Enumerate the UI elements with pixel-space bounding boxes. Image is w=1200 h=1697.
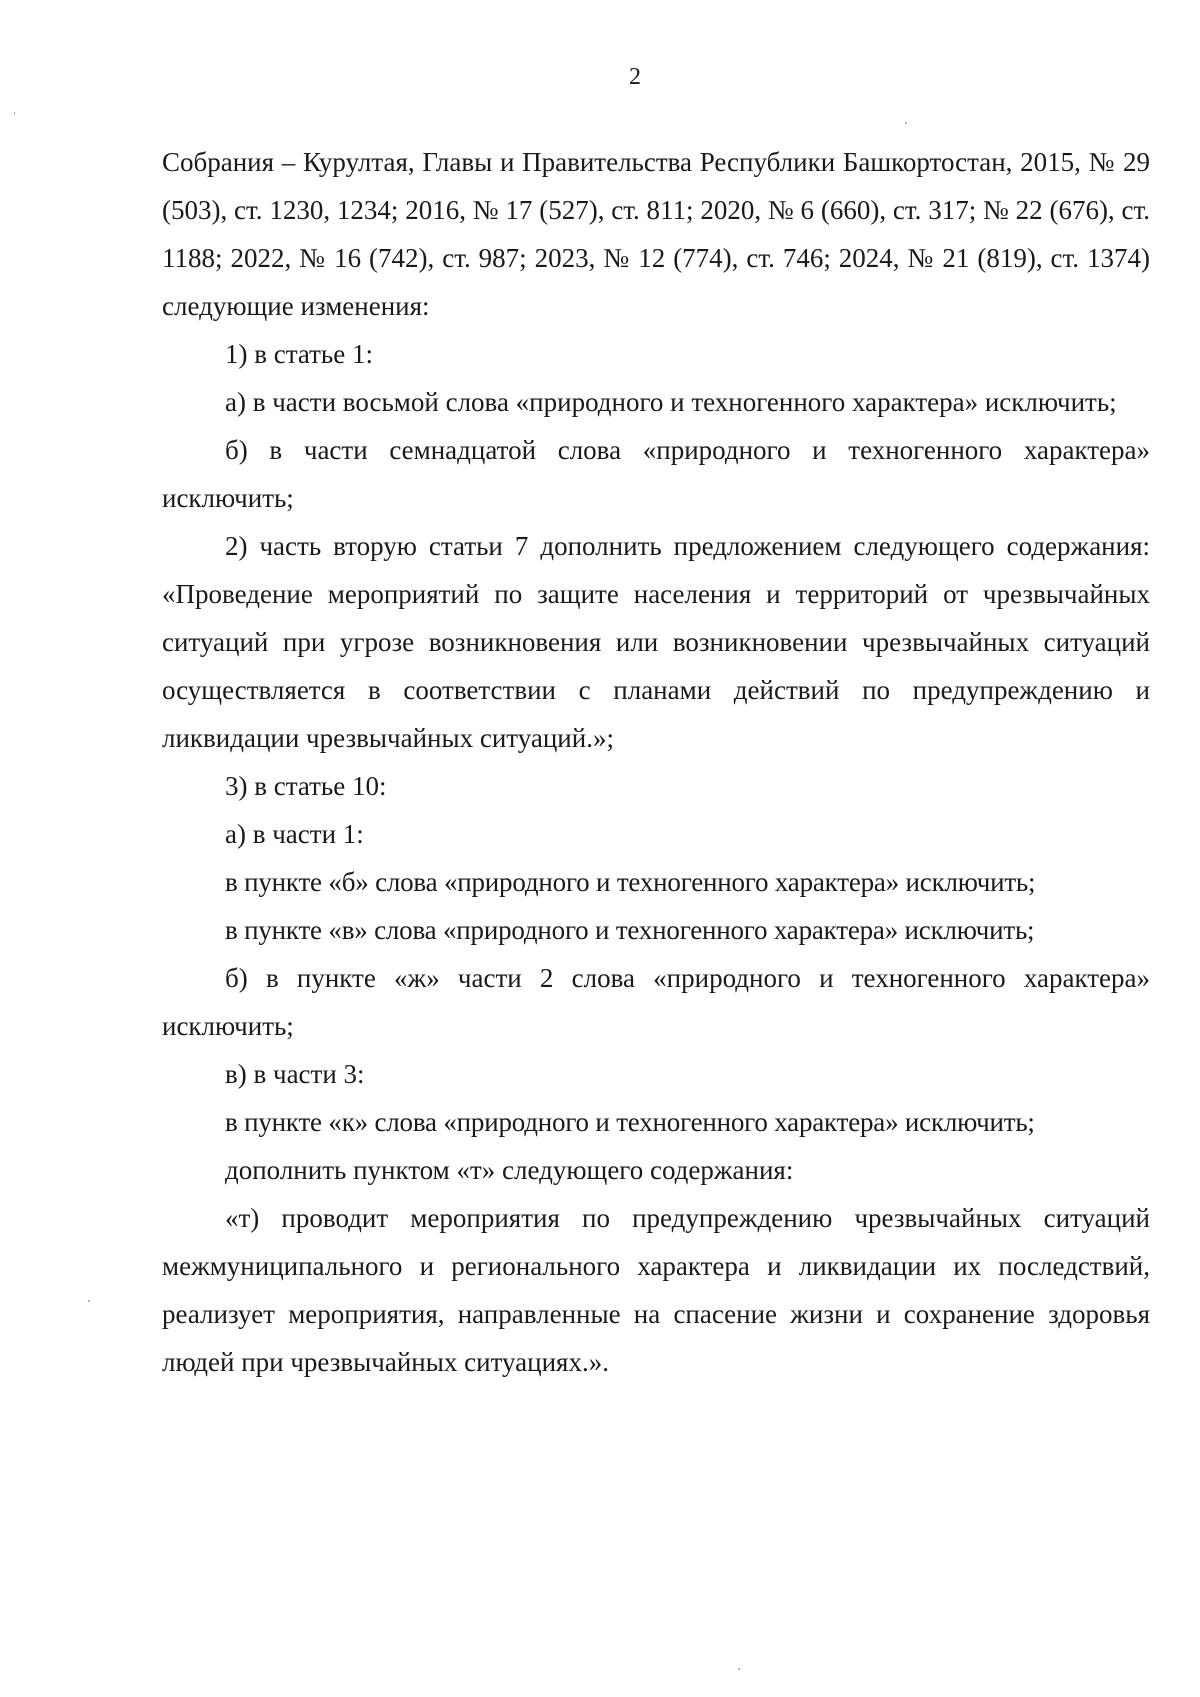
document-body — [162, 138, 1150, 1386]
paragraph-item-3a-v: в пункте «в» слова «природного и техногенного характера» исключить; — [225, 915, 1035, 945]
scan-speck — [905, 122, 907, 124]
paragraph-item-3v: в) в части 3: — [225, 1059, 365, 1089]
scan-speck — [88, 1300, 90, 1302]
paragraph-item-2: 2) часть вторую статьи 7 дополнить предложением следующего содержания: «Проведение мероприятий по защите населения и территорий от чрезвычайных ситуаций при угрозе возникновения или возникновении чрезвычайных ситуаций осуществляется в соответствии с планами действий по предупреждению и ликвидации чрезвычайных ситуаций.»; — [162, 531, 1150, 753]
paragraph-item-1b: б) в части семнадцатой слова «природного и техногенного характера» исключить; — [162, 435, 1150, 513]
paragraph-item-t-text: «т) проводит мероприятия по предупреждению чрезвычайных ситуаций межмуниципального и регионального характера и ликвидации их последствий, реализует мероприятия, направленные на спасение жизни и сохранение здоровья людей при чрезвычайных ситуациях.». — [162, 1203, 1150, 1377]
paragraph-item-1a: а) в части восьмой слова «природного и техногенного характера» исключить; — [225, 387, 1117, 417]
paragraph-item-3a-b: в пункте «б» слова «природного и техногенного характера» исключить; — [225, 867, 1036, 897]
paragraph-item-1: 1) в статье 1: — [225, 339, 373, 369]
paragraph-item-3: 3) в статье 10: — [225, 771, 387, 801]
scan-speck — [14, 112, 15, 115]
paragraph-item-3v-k: в пункте «к» слова «природного и техногенного характера» исключить; — [225, 1107, 1035, 1137]
scan-speck — [738, 1668, 740, 1670]
paragraph-item-3v-add-t: дополнить пунктом «т» следующего содержания: — [225, 1155, 794, 1185]
page-number: 2 — [629, 64, 641, 90]
paragraph-item-3b: б) в пункте «ж» части 2 слова «природного и техногенного характера» исключить; — [162, 963, 1150, 1041]
paragraph-source-citation: Собрания – Курултая, Главы и Правительства Республики Башкортостан, 2015, № 29 (503), ст. 1230, 1234; 2016, № 17 (527), ст. 811; 2020, № 6 (660), ст. 317; № 22 (676), ст. 1188; 2022, № 16 (742), ст. 987; 2023, № 12 (774), ст. 746; 2024, № 21 (819), ст. 1374) следующие изменения: — [162, 147, 1150, 321]
paragraph-item-3a: а) в части 1: — [225, 819, 364, 849]
